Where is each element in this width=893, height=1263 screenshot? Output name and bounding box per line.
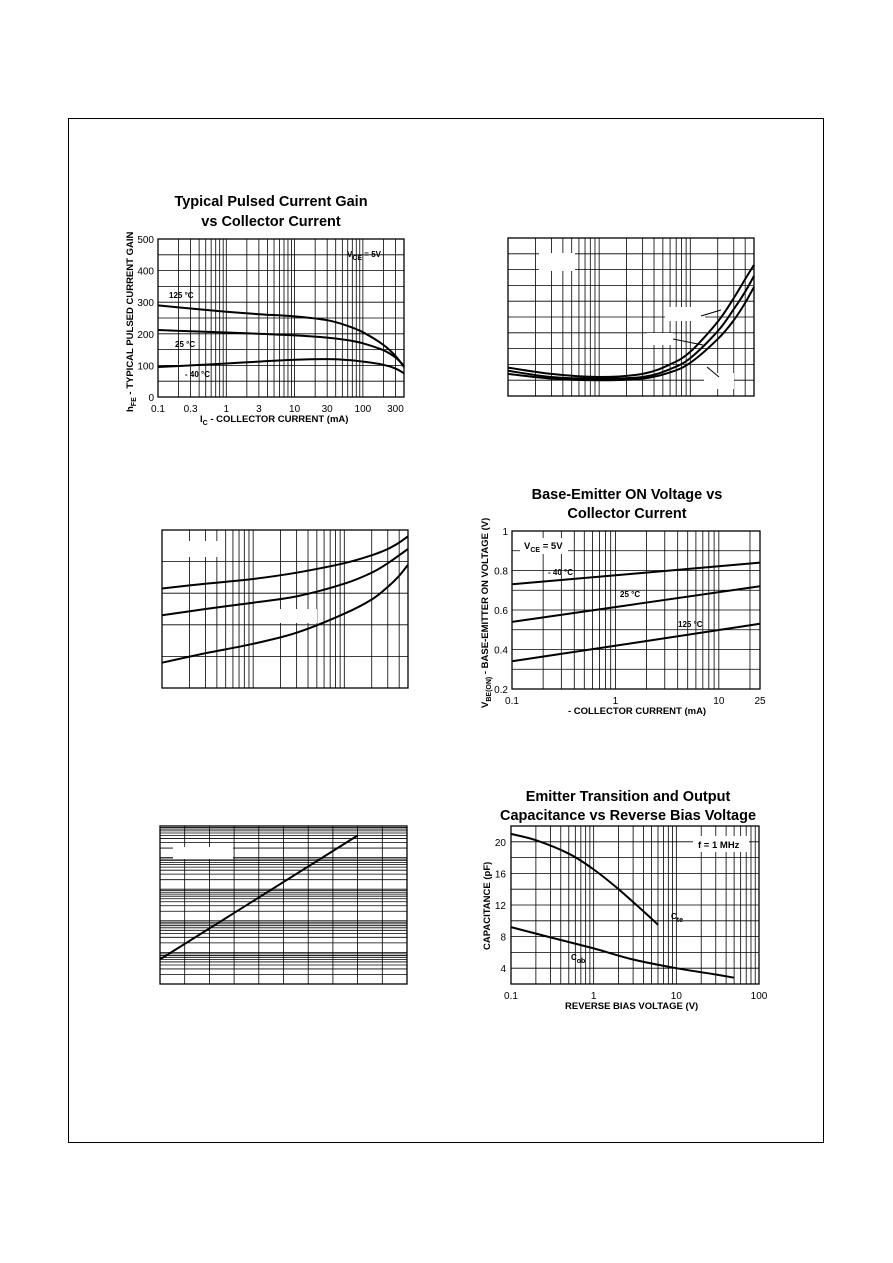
x-axis-label: REVERSE BIAS VOLTAGE (V) — [565, 1001, 699, 1012]
chart-title-line-1: Emitter Transition and Output — [525, 789, 731, 805]
erased-label — [647, 333, 673, 345]
series-line-3 — [508, 265, 754, 377]
y-tick-label: 0.8 — [494, 566, 508, 578]
y-tick-label: 0.6 — [494, 606, 508, 617]
x-tick-label: 1 — [612, 696, 619, 707]
y-tick-label: 400 — [137, 266, 154, 278]
curves — [508, 265, 754, 380]
y-tick-label: 200 — [137, 329, 154, 341]
x-tick-label: 300 — [387, 404, 404, 415]
x-tick-label: 0.3 — [183, 404, 198, 415]
erased-label — [665, 307, 705, 321]
y-tick-label: 500 — [137, 235, 154, 246]
y-tick-label: 0.4 — [494, 645, 508, 657]
chart-title-line-1: Typical Pulsed Current Gain — [174, 194, 368, 210]
x-tick-label: 3 — [256, 404, 262, 415]
series-label-25c: 25 °C — [175, 340, 196, 349]
x-tick-label: 30 — [321, 404, 333, 415]
chart-title-line-2: Collector Current — [567, 506, 687, 522]
x-tick-label: 1 — [223, 404, 230, 415]
x-axis-label: $I_C$ - COLLECTOR CURRENT (mA) — [200, 414, 349, 427]
x-tick-label: 0.1 — [505, 696, 519, 707]
x-tick-label: 0.1 — [504, 991, 518, 1002]
chart-title-line-2: vs Collector Current — [201, 214, 341, 230]
series-label-125c: 125 °C — [678, 620, 703, 629]
chart-base-emitter-on-voltage — [472, 482, 784, 718]
y-tick-label: 12 — [494, 901, 506, 912]
curves — [512, 563, 760, 662]
x-tick-label: 25 — [754, 696, 766, 707]
curves — [511, 834, 734, 978]
y-tick-label: 0.2 — [494, 685, 508, 696]
y-axis-label: $V_{BE(ON)}$ - BASE-EMITTER ON VOLTAGE (V) — [480, 517, 493, 708]
erased-label — [704, 373, 734, 389]
x-tick-label: 100 — [750, 991, 768, 1002]
tick-labels — [137, 235, 404, 415]
series-line-1 — [511, 834, 658, 925]
chart-current-gain — [122, 186, 432, 430]
x-tick-label: 1 — [590, 991, 597, 1002]
chart-cutoff-current — [159, 825, 408, 985]
x-tick-label: 100 — [354, 404, 372, 415]
y-axis-label: CAPACITANCE (pF) — [482, 861, 493, 950]
chart-title-line-1: Base-Emitter ON Voltage vs — [531, 487, 723, 503]
annotation-frequency: f = 1 MHz — [698, 840, 740, 851]
x-tick-label: 0.1 — [151, 404, 165, 415]
chart-capacitance — [465, 784, 783, 1016]
y-axis-label: $h_{FE}$ - TYPICAL PULSED CURRENT GAIN — [125, 231, 138, 412]
annotation-vce: VCE = 5V — [347, 250, 381, 262]
series-label-125c: 125 °C — [169, 291, 194, 300]
y-tick-label: 1 — [502, 527, 508, 538]
series-label-minus40c: - 40 °C — [185, 370, 210, 379]
series-line-1 — [158, 305, 404, 367]
annotation-vce: $V_{CE} = 5V$ — [524, 541, 563, 554]
y-tick-label: 16 — [494, 869, 506, 881]
chart-base-saturation — [161, 529, 409, 689]
x-axis-label: - COLLECTOR CURRENT (mA) — [568, 706, 707, 717]
y-tick-label: 8 — [500, 932, 506, 944]
series-label-cte: Cte — [671, 912, 684, 924]
y-tick-label: 20 — [494, 837, 506, 849]
erased-legend — [173, 847, 233, 859]
series-line-2 — [162, 549, 408, 615]
erased-label — [279, 609, 317, 623]
y-tick-label: 0 — [148, 393, 154, 404]
x-tick-label: 10 — [289, 404, 301, 415]
chart-collector-saturation — [507, 237, 755, 397]
erased-legend — [173, 541, 221, 557]
y-tick-label: 300 — [137, 298, 154, 310]
x-tick-label: 10 — [670, 991, 682, 1002]
series-label-cob: Cob — [571, 953, 586, 965]
x-tick-label: 10 — [713, 696, 725, 707]
grid — [512, 531, 760, 689]
chart-title-line-2: Capacitance vs Reverse Bias Voltage — [499, 808, 757, 824]
y-tick-label: 4 — [500, 964, 506, 976]
series-label-minus40c: - 40 °C — [548, 568, 573, 577]
y-tick-label: 100 — [137, 361, 154, 373]
erased-legend — [539, 253, 575, 271]
series-line-2 — [508, 276, 754, 379]
pointer-line — [673, 339, 703, 345]
series-label-25c: 25 °C — [620, 590, 641, 599]
